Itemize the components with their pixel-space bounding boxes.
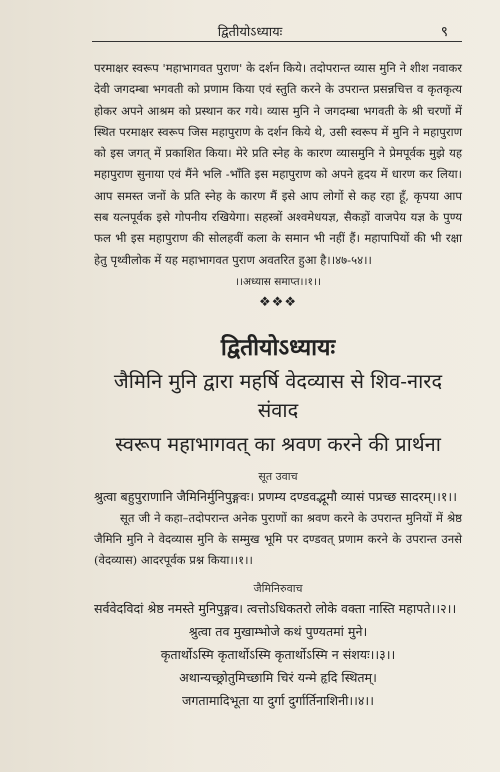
chapter-subtitle-line-1: जैमिनि मुनि द्वारा महर्षि वेदव्यास से शिव-नारद संवाद [113,368,443,422]
verse-1: श्रुत्वा बहुपुराणानि जैमिनिर्मुनिपुङ्गवः। प्रणम्य दण्डवद्भूमौ व्यासं पप्रच्छ सादरम्।।१।। [94,488,457,504]
chapter-subtitle-line-2: स्वरूप महाभागवत् का श्रवण करने की प्रार्थना [115,431,441,456]
verse-3-line-1: अथान्यच्छ्रोतुमिच्छामि चिरं यन्मे हृदि स्थितम्। [179,669,377,685]
ornament-divider: ❖❖❖ [259,294,297,310]
chapter-title: द्वितीयोऽध्यायः [220,333,336,361]
page-number: ९ [440,24,448,40]
verse-1-translation: सूत जी ने कहा–तदोपरान्त अनेक पुराणों का श्रवण करने के उपरान्त मुनियों में श्रेष्ठ जैमिनि मुनि ने वेदव्यास मुनि के सम्मुख भूमि पर दण्डवत् प्रणाम करने के उपरान्त उनसे (वेदव्यास) आदरपूर्वक प्रश्न किया।।१।। [94,510,462,567]
speaker-heading: जैमिनिरुवाच [253,581,303,595]
header-rule [92,41,462,42]
page-body [94,58,462,711]
running-head: द्वितीयोऽध्यायः [217,25,283,40]
chapter-end-note: ।।अध्यास समाप्त।।१।। [235,275,321,288]
verse-2-line-2: श्रुत्वा तव मुखाम्भोजे कथं पुण्यतमां मुने। [188,623,368,639]
speaker-heading: सूत उवाच [258,469,298,483]
verse-2-line-1: सर्ववेदविदां श्रेष्ठ नमस्ते मुनिपुङ्गव। त्वत्तोऽधिकतरो लोके वक्ता नास्ति महापते।।२।। [94,600,457,616]
closing-paragraph: परमाक्षर स्वरूप 'महाभागवत पुराण' के दर्शन किये। तदोपरान्त व्यास मुनि ने शीश नवाकर देवी जगदम्बा भगवती को प्रणाम किया एवं स्तुति करने के उपरान्त प्रसन्नचित्त व कृतकृत्य होकर अपने आश्रम को प्रस्थान कर गये। व्यास मुनि ने जगदम्बा भगवती के श्री चरणों में स्थित परमाक्षर स्वरूप जिस महापुराण के दर्शन किये थे, उसी स्वरूप में मुनि ने महापुराण को इस जगत् में प्रकाशित किया। मेरे प्रति स्नेह के कारण व्यासमुनि ने प्रेमपूर्वक मुझे यह महापुराण सुनाया एवं मैंने भलि -भाँति इस महापुराण को अपने हृदय में धारण कर लिया। आप समस्त जनों के प्रति स्नेह के कारण मैं इसे आप लोगों से कह रहा हूँ, कृपया आप सब यत्नपूर्वक इसे गोपनीय रखियेगा। सहस्त्रों अश्वमेधयज्ञ, सैकड़ों वाजपेय यज्ञ के पुण्य फल भी इस महापुराण की सोलहवीं कला के समान भी नहीं हैं। महापापियों की भी रक्षा हेतु पृथ्वीलोक में यह महाभागवत पुराण अवतरित हुआ है।।४७-५४।। [94,61,462,267]
verse-3-line-2: जगतामादिभूता या दुर्गा दुर्गार्तिनाशिनी।।४।। [182,692,374,708]
verse-2-line-3: कृतार्थोऽस्मि कृतार्थोऽस्मि कृतार्थोऽस्मि न संशयः।।३।। [160,646,396,662]
